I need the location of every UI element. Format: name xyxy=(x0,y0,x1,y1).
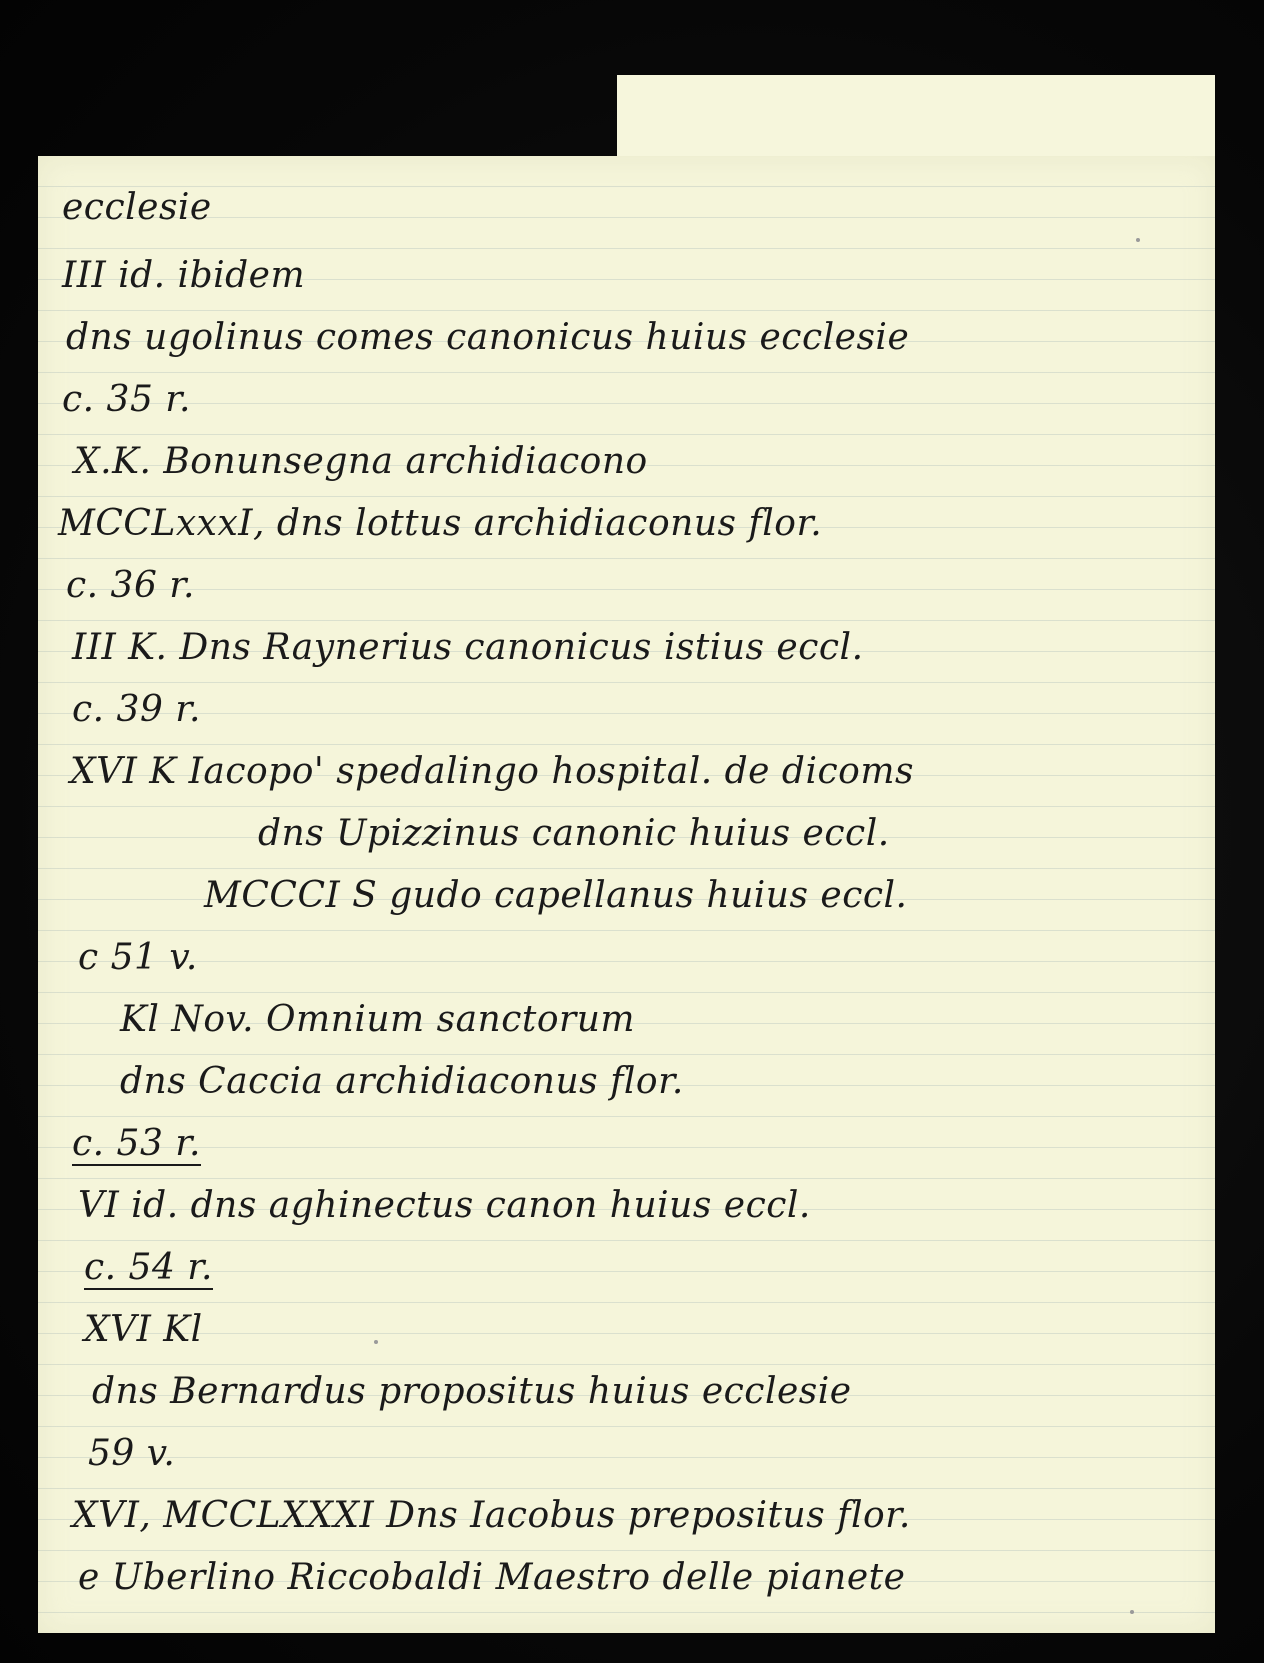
text-line: c 51 v. xyxy=(78,937,198,978)
text-line: ecclesie xyxy=(62,187,212,228)
text-line: X.K. Bonunsegna archidiacono xyxy=(74,441,648,482)
text-line: c. 39 r. xyxy=(72,689,201,730)
text-line: XVI, MCCLXXXI Dns Iacobus prepositus flor. xyxy=(72,1495,911,1536)
text-line: dns Caccia archidiaconus flor. xyxy=(120,1061,684,1102)
text-line: c. 36 r. xyxy=(66,565,195,606)
text-line: MCCCI S gudo capellanus huius eccl. xyxy=(204,875,908,916)
text-line: c. 54 r. xyxy=(84,1247,213,1288)
text-line: dns Upizzinus canonic huius eccl. xyxy=(258,813,890,854)
text-line: Kl Nov. Omnium sanctorum xyxy=(120,999,636,1040)
paper-speck xyxy=(1130,1610,1134,1614)
text-line: VI id. dns aghinectus canon huius eccl. xyxy=(78,1185,811,1226)
text-line: c. 53 r. xyxy=(72,1123,201,1164)
text-line: MCCLxxxI, dns lottus archidiaconus flor. xyxy=(58,503,823,544)
text-line: dns ugolinus comes canonicus huius ecclesie xyxy=(66,317,910,358)
paper-speck xyxy=(1136,238,1140,242)
text-line: XVI K Iacopo' spedalingo hospital. de dicoms xyxy=(70,751,914,792)
text-line: dns Bernardus propositus huius ecclesie xyxy=(92,1371,852,1412)
paper-speck xyxy=(374,1340,378,1344)
text-line: III K. Dns Raynerius canonicus istius eccl. xyxy=(72,627,864,668)
text-line: 59 v. xyxy=(88,1433,176,1474)
text-line: c. 35 r. xyxy=(62,379,191,420)
text-line: e Uberlino Riccobaldi Maestro delle pianete xyxy=(78,1557,906,1598)
text-line: XVI Kl xyxy=(84,1309,203,1350)
paper-tab xyxy=(617,75,1215,165)
text-line: III id. ibidem xyxy=(62,255,306,296)
